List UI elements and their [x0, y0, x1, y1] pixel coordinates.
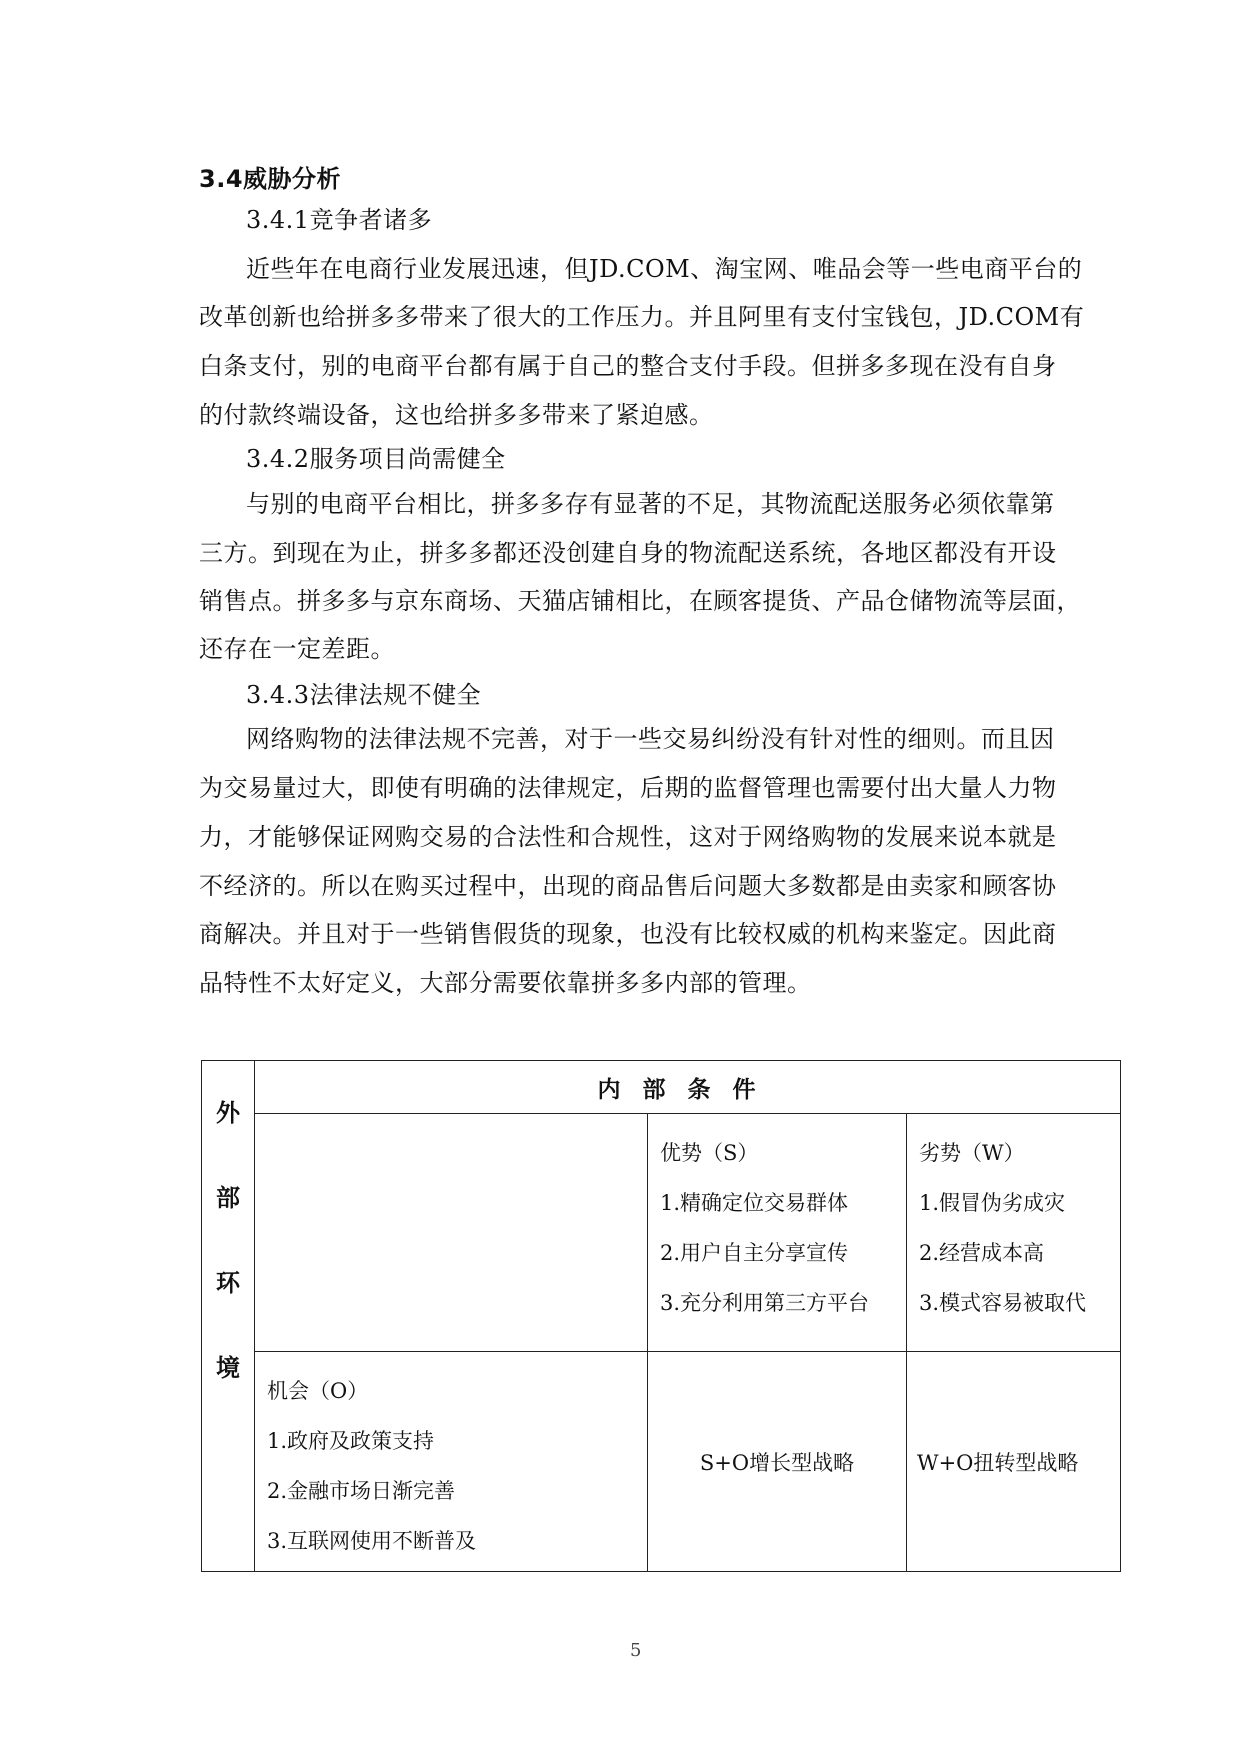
paragraph-line: 近些年在电商行业发展迅速，但JD.COM、淘宝网、唯品会等一些电商平台的 — [246, 255, 1083, 283]
subsection-title: 3.4.2服务项目尚需健全 — [246, 445, 506, 473]
side-char: 环 — [216, 1269, 240, 1297]
side-char: 境 — [216, 1354, 240, 1382]
paragraph-line: 还存在一定差距。 — [199, 635, 395, 663]
section-heading: 3.4威胁分析 — [199, 165, 342, 193]
paragraph-line: 商解决。并且对于一些销售假货的现象，也没有比较权威的机构来鉴定。因此商 — [199, 920, 1057, 948]
strength-item: 1.精确定位交易群体 — [660, 1191, 849, 1215]
opportunity-item: 2.金融市场日渐完善 — [267, 1479, 456, 1503]
weakness-item: 3.模式容易被取代 — [919, 1291, 1087, 1315]
paragraph-line: 销售点。拼多多与京东商场、天猫店铺相比，在顾客提货、产品仓储物流等层面， — [199, 587, 1081, 615]
weaknesses-title: 劣势（W） — [919, 1141, 1025, 1165]
paragraph-line: 与别的电商平台相比，拼多多存有显著的不足，其物流配送服务必须依靠第 — [246, 490, 1055, 518]
swot-table — [201, 1060, 1121, 1572]
paragraph-line: 三方。到现在为止，拼多多都还没创建自身的物流配送系统，各地区都没有开设 — [199, 539, 1057, 567]
subsection-title: 3.4.3法律法规不健全 — [246, 681, 482, 709]
paragraph-line: 品特性不太好定义，大部分需要依靠拼多多内部的管理。 — [199, 969, 812, 997]
paragraph-line: 为交易量过大，即使有明确的法律规定，后期的监督管理也需要付出大量人力物 — [199, 774, 1057, 802]
side-char: 部 — [216, 1184, 240, 1212]
weakness-item: 1.假冒伪劣成灾 — [919, 1191, 1066, 1215]
paragraph-line: 改革创新也给拼多多带来了很大的工作压力。并且阿里有支付宝钱包，JD.COM有 — [199, 303, 1085, 331]
weaknesses-cell — [907, 1114, 1121, 1352]
external-environment-label — [202, 1061, 255, 1572]
opportunity-item: 3.互联网使用不断普及 — [267, 1529, 477, 1553]
strength-item: 3.充分利用第三方平台 — [660, 1291, 870, 1315]
strengths-cell — [648, 1114, 907, 1352]
paragraph-line: 不经济的。所以在购买过程中，出现的商品售后问题大多数都是由卖家和顾客协 — [199, 872, 1057, 900]
opportunities-title: 机会（O） — [267, 1379, 369, 1403]
opportunities-cell — [255, 1352, 648, 1572]
so-strategy-cell: S+O增长型战略 — [648, 1352, 907, 1572]
paragraph-line: 网络购物的法律法规不完善，对于一些交易纠纷没有针对性的细则。而且因 — [246, 725, 1055, 753]
empty-cell — [255, 1114, 648, 1352]
internal-conditions-header: 内部条件 — [255, 1061, 1121, 1114]
subsection-title: 3.4.1竞争者诸多 — [246, 206, 433, 234]
opportunity-item: 1.政府及政策支持 — [267, 1429, 435, 1453]
paragraph-line: 力，才能够保证网购交易的合法性和合规性，这对于网络购物的发展来说本就是 — [199, 823, 1057, 851]
strengths-title: 优势（S） — [660, 1141, 759, 1165]
wo-strategy-cell: W+O扭转型战略 — [907, 1352, 1121, 1572]
paragraph-line: 白条支付，别的电商平台都有属于自己的整合支付手段。但拼多多现在没有自身 — [199, 352, 1057, 380]
strength-item: 2.用户自主分享宣传 — [660, 1241, 849, 1265]
page-number: 5 — [630, 1640, 642, 1661]
weakness-item: 2.经营成本高 — [919, 1241, 1045, 1265]
side-char: 外 — [216, 1099, 240, 1127]
paragraph-line: 的付款终端设备，这也给拼多多带来了紧迫感。 — [199, 401, 714, 429]
